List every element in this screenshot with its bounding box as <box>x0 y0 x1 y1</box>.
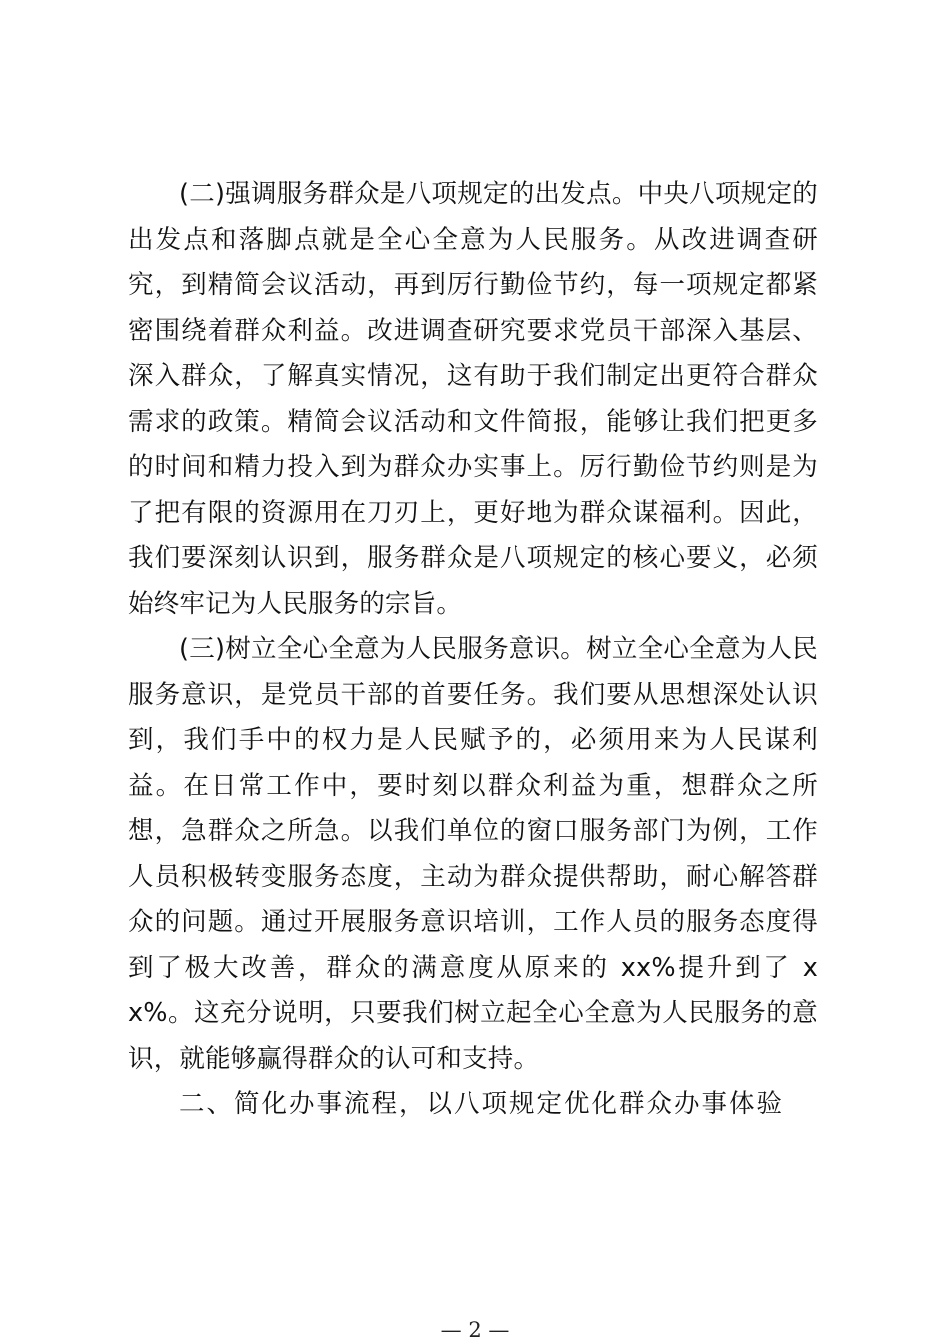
page-number: — 2 — <box>440 1318 510 1342</box>
document-body <box>128 172 818 1128</box>
paragraph-service-starting-point: (二)强调服务群众是八项规定的出发点。中央八项规定的出发点和落脚点就是全心全意为人民服务。从改进调查研究，到精简会议活动，再到厉行勤俭节约，每一项规定都紧密围绕着群众利益。改进调查研究要求党员干部深入基层、深入群众，了解真实情况，这有助于我们制定出更符合群众需求的政策。精简会议活动和文件简报，能够让我们把更多的时间和精力投入到为群众办实事上。厉行勤俭节约则是为了把有限的资源用在刀刃上，更好地为群众谋福利。因此，我们要深刻认识到，服务群众是八项规定的核心要义，必须始终牢记为人民服务的宗旨。 <box>128 179 818 619</box>
section-heading: 二、简化办事流程，以八项规定优化群众办事体验 <box>179 1089 785 1119</box>
paragraph-service-awareness: (三)树立全心全意为人民服务意识。树立全心全意为人民服务意识，是党员干部的首要任务。我们要从思想深处认识到，我们手中的权力是人民赋予的，必须用来为人民谋利益。在日常工作中，要时刻以群众利益为重，想群众之所想，急群众之所急。以我们单位的窗口服务部门为例，工作人员积极转变服务态度，主动为群众提供帮助，耐心解答群众的问题。通过开展服务意识培训，工作人员的服务态度得到了极大改善，群众的满意度从原来的 xx%提升到了 xx%。这充分说明，只要我们树立起全心全意为人民服务的意识，就能够赢得群众的认可和支持。 <box>128 634 818 1074</box>
